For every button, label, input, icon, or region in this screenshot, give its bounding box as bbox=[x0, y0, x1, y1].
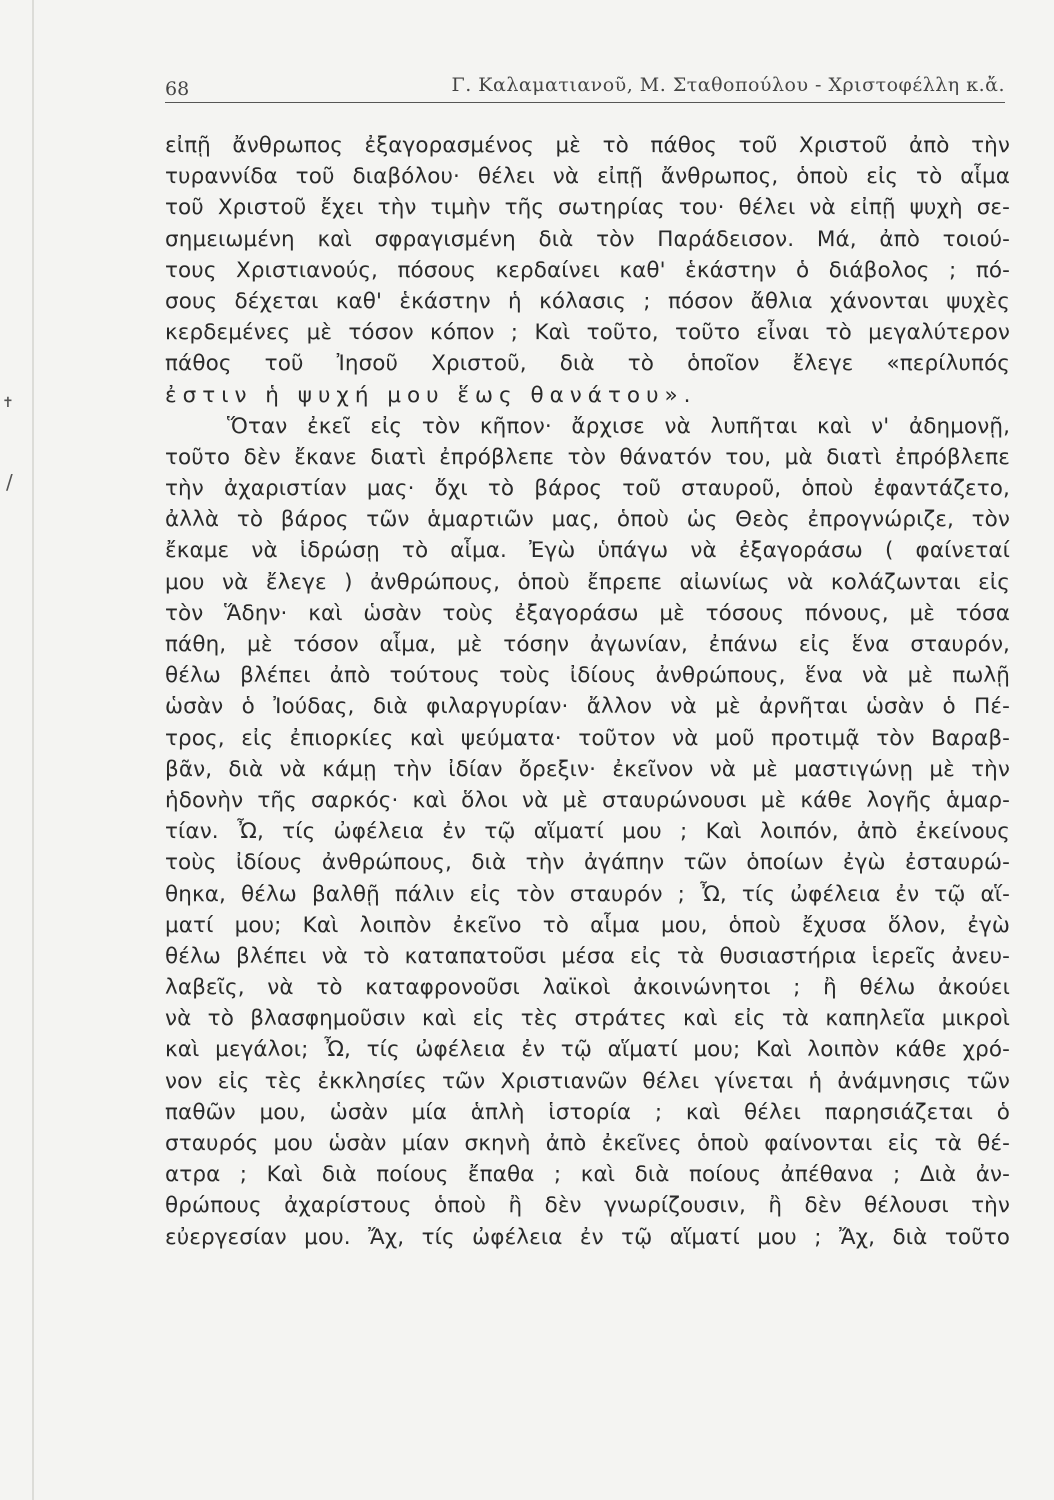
text-line: ἀλλὰ τὸ βάρος τῶν ἁμαρτιῶν μας, ὁποὺ ὡς Θεὸς ἐπρογνώριζε, τὸν bbox=[165, 507, 1010, 533]
text-line: θέλω βλέπει νὰ τὸ καταπατοῦσι μέσα εἰς τὰ θυσιαστήρια ἱερεῖς ἀνευ- bbox=[165, 943, 1010, 969]
text-line: ἡδονὴν τῆς σαρκός· καὶ ὅλοι νὰ μὲ σταυρώνουσι μὲ κάθε λογῆς ἁμαρ- bbox=[165, 787, 1010, 813]
text-line: εἰπῇ ἄνθρωπος ἐξαγορασμένος μὲ τὸ πάθος τοῦ Χριστοῦ ἀπὸ τὴν bbox=[165, 133, 1010, 158]
text-line: τίαν. Ὦ, τίς ὠφέλεια ἐν τῷ αἵματί μου ; Καὶ λοιπόν, ἀπὸ ἐκείνους bbox=[165, 819, 1010, 845]
text-line: νὰ τὸ βλασφημοῦσιν καὶ εἰς τὲς στράτες καὶ εἰς τὰ καπηλεῖα μικροὶ bbox=[165, 1006, 1010, 1032]
text-line: θρώπους ἀχαρίστους ὁποὺ ἢ δὲν γνωρίζουσιν, ἢ δὲν θέλουσι τὴν bbox=[165, 1193, 1010, 1219]
margin-mark: / bbox=[6, 470, 13, 494]
text-line: τοὺς ἰδίους ἀνθρώπους, διὰ τὴν ἀγάπην τῶν ὁποίων ἐγὼ ἐσταυρώ- bbox=[165, 850, 1010, 876]
text-line: μου νὰ ἔλεγε ) ἀνθρώπους, ὁποὺ ἔπρεπε αἰωνίως νὰ κολάζωνται εἰς bbox=[165, 569, 1010, 595]
text-line: καὶ μεγάλοι; Ὦ, τίς ὠφέλεια ἐν τῷ αἵματί μου; Καὶ λοιπὸν κάθε χρό- bbox=[165, 1037, 1010, 1063]
text-line: σους δέχεται καθ' ἑκάστην ἡ κόλασις ; πόσον ἄθλια χάνονται ψυχὲς bbox=[165, 288, 1010, 314]
text-line: τοῦτο δὲν ἔκανε διατὶ ἐπρόβλεπε τὸν θάνατόν του, μὰ διατὶ ἐπρόβλεπε bbox=[165, 444, 1010, 470]
text-line: ματί μου; Καὶ λοιπὸν ἐκεῖνο τὸ αἷμα μου, ὁποὺ ἔχυσα ὅλον, ἐγὼ bbox=[165, 912, 1010, 938]
text-line: πάθη, μὲ τόσον αἷμα, μὲ τόσην ἀγωνίαν, ἐπάνω εἰς ἕνα σταυρόν, bbox=[165, 632, 1010, 657]
header-rule bbox=[165, 102, 1005, 103]
body-text bbox=[165, 130, 1010, 1253]
text-line: τοῦ Χριστοῦ ἔχει τὴν τιμὴν τῆς σωτηρίας του· θέλει νὰ εἰπῇ ψυχὴ σε- bbox=[165, 195, 1010, 221]
running-head: Γ. Καλαματιανοῦ, Μ. Σταθοπούλου - Χριστοφέλλη κ.ἄ. bbox=[451, 74, 1005, 96]
page-header bbox=[165, 70, 1005, 104]
text-line: λαβεῖς, νὰ τὸ καταφρονοῦσι λαϊκοὶ ἀκοινώνητοι ; ἢ θέλω ἀκούει bbox=[165, 975, 1010, 1001]
text-line: ἐστιν ἡ ψυχή μου ἕως θανάτου». bbox=[165, 382, 697, 408]
text-line: ατρα ; Καὶ διὰ ποίους ἔπαθα ; καὶ διὰ ποίους ἀπέθανα ; Διὰ ἀν- bbox=[165, 1162, 1010, 1188]
text-line: ὡσὰν ὁ Ἰούδας, διὰ φιλαργυρίαν· ἄλλον νὰ μὲ ἀρνῆται ὡσὰν ὁ Πέ- bbox=[165, 694, 1010, 720]
margin-mark: ✝ bbox=[2, 395, 14, 411]
text-line: νον εἰς τὲς ἐκκλησίες τῶν Χριστιανῶν θέλει γίνεται ἡ ἀνάμνησις τῶν bbox=[165, 1068, 1010, 1094]
page-number: 68 bbox=[165, 78, 190, 100]
text-line: τὸν Ἅδην· καὶ ὡσὰν τοὺς ἐξαγοράσω μὲ τόσους πόνους, μὲ τόσα bbox=[165, 600, 1010, 626]
text-line: βᾶν, διὰ νὰ κάμῃ τὴν ἰδίαν ὄρεξιν· ἐκεῖνον νὰ μὲ μαστιγώνῃ μὲ τὴν bbox=[165, 756, 1010, 782]
text-line: τρος, εἰς ἐπιορκίες καὶ ψεύματα· τοῦτον νὰ μοῦ προτιμᾷ τὸν Βαραβ- bbox=[165, 725, 1010, 751]
text-line: παθῶν μου, ὡσὰν μία ἁπλὴ ἱστορία ; καὶ θέλει παρησιάζεται ὁ bbox=[165, 1099, 1010, 1125]
page-edge bbox=[32, 0, 34, 1500]
text-line: Ὅταν ἐκεῖ εἰς τὸν κῆπον· ἄρχισε νὰ λυπῆται καὶ ν' ἀδημονῇ, bbox=[227, 413, 1010, 439]
text-line: τυραννίδα τοῦ διαβόλου· θέλει νὰ εἰπῇ ἄνθρωπος, ὁποὺ εἰς τὸ αἷμα bbox=[165, 164, 1010, 190]
text-line: κερδεμένες μὲ τόσον κόπον ; Καὶ τοῦτο, τοῦτο εἶναι τὸ μεγαλύτερον bbox=[165, 320, 1010, 346]
text-line: τους Χριστιανούς, πόσους κερδαίνει καθ' ἑκάστην ὁ διάβολος ; πό- bbox=[165, 257, 1010, 283]
text-line: θέλω βλέπει ἀπὸ τούτους τοὺς ἰδίους ἀνθρώπους, ἕνα νὰ μὲ πωλῇ bbox=[165, 663, 1010, 689]
text-line: ἔκαμε νὰ ἱδρώσῃ τὸ αἷμα. Ἐγὼ ὑπάγω νὰ ἐξαγοράσω ( φαίνεταί bbox=[165, 538, 1010, 564]
text-line: σημειωμένη καὶ σφραγισμένη διὰ τὸν Παράδεισον. Μά, ἀπὸ τοιού- bbox=[165, 226, 1010, 252]
text-line: σταυρός μου ὡσὰν μίαν σκηνὴ ἀπὸ ἐκεῖνες ὁποὺ φαίνονται εἰς τὰ θέ- bbox=[165, 1131, 1010, 1156]
text-line: εὐεργεσίαν μου. Ἄχ, τίς ὠφέλεια ἐν τῷ αἵματί μου ; Ἄχ, διὰ τοῦτο bbox=[165, 1224, 1010, 1250]
text-line: θηκα, θέλω βαλθῇ πάλιν εἰς τὸν σταυρόν ; Ὦ, τίς ὠφέλεια ἐν τῷ αἵ- bbox=[165, 881, 1010, 907]
text-line: πάθος τοῦ Ἰησοῦ Χριστοῦ, διὰ τὸ ὁποῖον ἔλεγε «περίλυπός bbox=[165, 351, 1010, 377]
text-line: τὴν ἀχαριστίαν μας· ὄχι τὸ βάρος τοῦ σταυροῦ, ὁποὺ ἐφαντάζετο, bbox=[165, 476, 1010, 502]
